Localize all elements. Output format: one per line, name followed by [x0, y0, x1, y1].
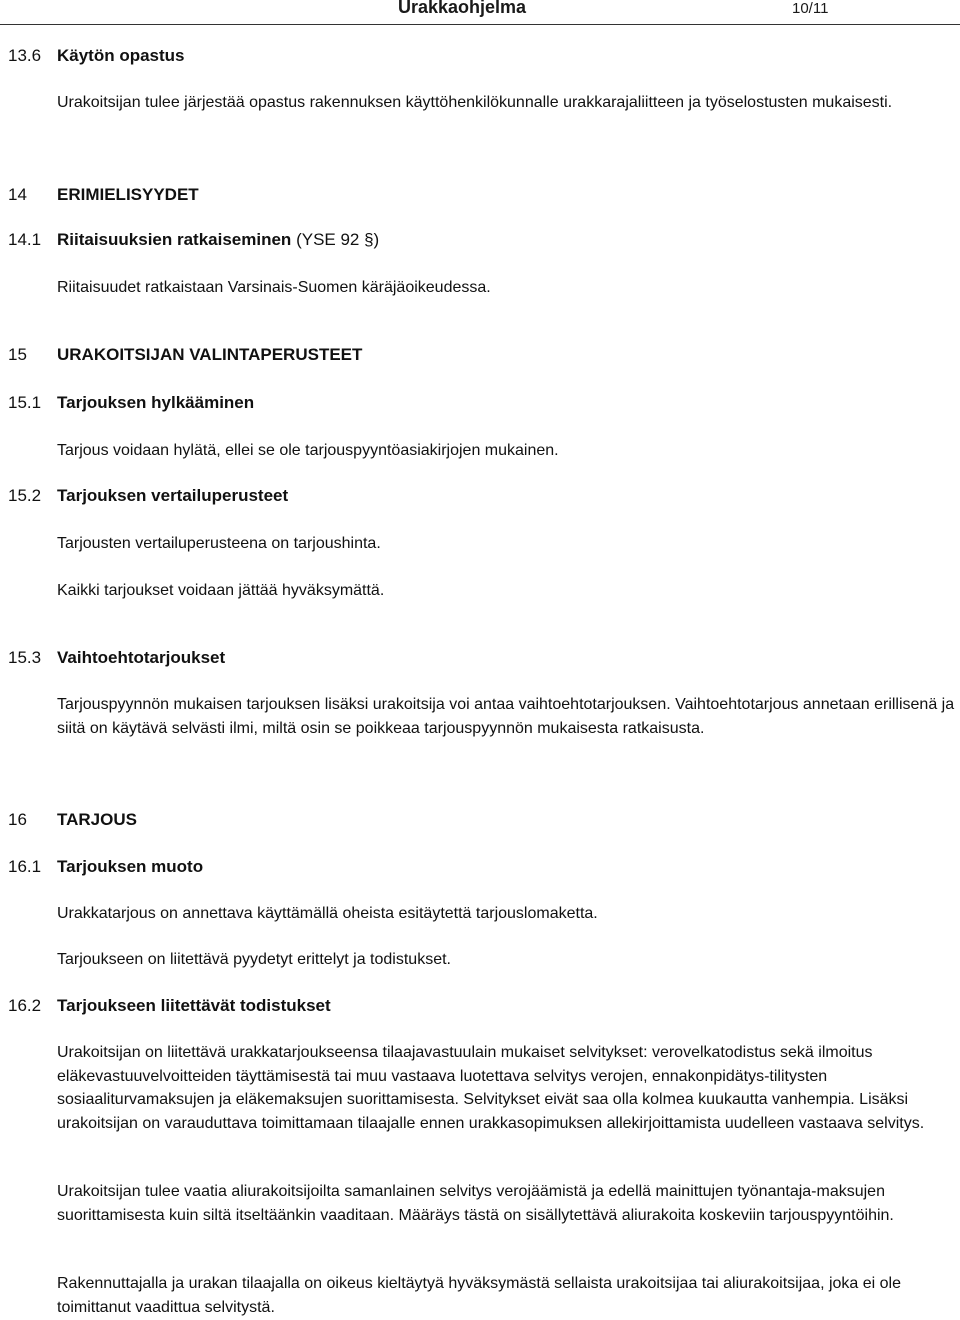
page-header	[0, 0, 960, 22]
paragraph: Tarjous voidaan hylätä, ellei se ole tarjouspyyntöasiakirjojen mukainen.	[57, 442, 559, 459]
paragraph: Tarjouspyynnön mukaisen tarjouksen lisäksi urakoitsija voi antaa vaihtoehtotarjouksen. Vaihtoehtotarjous annetaan erillisenä ja siitä on käytävä selvästi ilmi, miltä osin se poikkeaa tarjouspyynnön mukaisesta ratkaisusta.	[57, 696, 955, 737]
paragraph: Urakoitsijan tulee järjestää opastus rakennuksen käyttöhenkilökunnalle urakkarajaliitteen ja työselostusten mukaisesti.	[57, 94, 893, 111]
section-heading: Käytön opastus	[57, 46, 185, 65]
section-heading: Vaihtoehtotarjoukset	[57, 648, 226, 667]
section-heading: Tarjouksen vertailuperusteet	[57, 486, 289, 505]
paragraph: Tarjousten vertailuperusteena on tarjoushinta.	[57, 535, 381, 552]
section-number: 15.3	[8, 648, 42, 667]
section-number: 16.2	[8, 996, 42, 1015]
paragraph: Tarjoukseen on liitettävä pyydetyt erittelyt ja todistukset.	[57, 951, 451, 968]
document-title: Urakkaohjelma	[398, 0, 527, 17]
section-heading: Tarjouksen muoto	[57, 857, 204, 876]
section-heading: TARJOUS	[57, 810, 137, 829]
paragraph: Kaikki tarjoukset voidaan jättää hyväksymättä.	[57, 582, 385, 599]
section-number: 16.1	[8, 857, 42, 876]
section-heading	[57, 230, 379, 250]
header-rule	[0, 24, 960, 25]
section-heading: ERIMIELISYYDET	[57, 185, 199, 204]
section-number: 14.1	[8, 230, 42, 249]
paragraph: Urakoitsijan tulee vaatia aliurakoitsijoilta samanlainen selvitys verojäämistä ja edellä mainittujen työnantaja-maksujen suorittamisesta kuin siltä itseltäänkin vaaditaan. Määräys tästä on sisällytettävä aliurakoita koskeviin tarjouspyyntöihin.	[57, 1183, 894, 1224]
section-number: 15.1	[8, 393, 42, 412]
paragraph: Urakkatarjous on annettava käyttämällä oheista esitäytettä tarjouslomaketta.	[57, 905, 598, 922]
section-number: 13.6	[8, 46, 42, 65]
section-number: 15.2	[8, 486, 42, 505]
section-number: 15	[8, 345, 27, 364]
paragraph: Urakoitsijan on liitettävä urakkatarjoukseensa tilaajavastuulain mukaiset selvitykset: verovelkatodistus sekä ilmoitus eläkevastuuvelvoitteiden täyttämisestä tai muu vastaava luotettava selvitys verojen, ennakonpidätys-tilitysten sosiaaliturvamaksujen ja eläkemaksujen suorittamisesta. Selvitykset eivät saa olla kolmea kuukautta vanhempia. Lisäksi urakoitsijan on varauduttava toimittamaan tilaajalle ennen urakkasopimuksen allekirjoittamista uudelleen vastaava selvitys.	[57, 1044, 925, 1132]
section-heading: Tarjouksen hylkääminen	[57, 393, 255, 412]
section-heading: Tarjoukseen liitettävät todistukset	[57, 996, 331, 1015]
section-number: 16	[8, 810, 27, 829]
section-number: 14	[8, 185, 27, 204]
section-heading-text: Riitaisuuksien ratkaiseminen	[57, 230, 292, 249]
section-heading: URAKOITSIJAN VALINTAPERUSTEET	[57, 345, 363, 364]
paragraph: Rakennuttajalla ja urakan tilaajalla on oikeus kieltäytyä hyväksymästä sellaista urakoitsijaa tai aliurakoitsijaa, joka ei ole toimittanut vaadittua selvitystä.	[57, 1275, 901, 1316]
paragraph: Riitaisuudet ratkaistaan Varsinais-Suomen käräjäoikeudessa.	[57, 279, 491, 296]
page-number: 10/11	[792, 0, 829, 17]
section-heading-suffix: (YSE 92 §)	[296, 230, 380, 249]
